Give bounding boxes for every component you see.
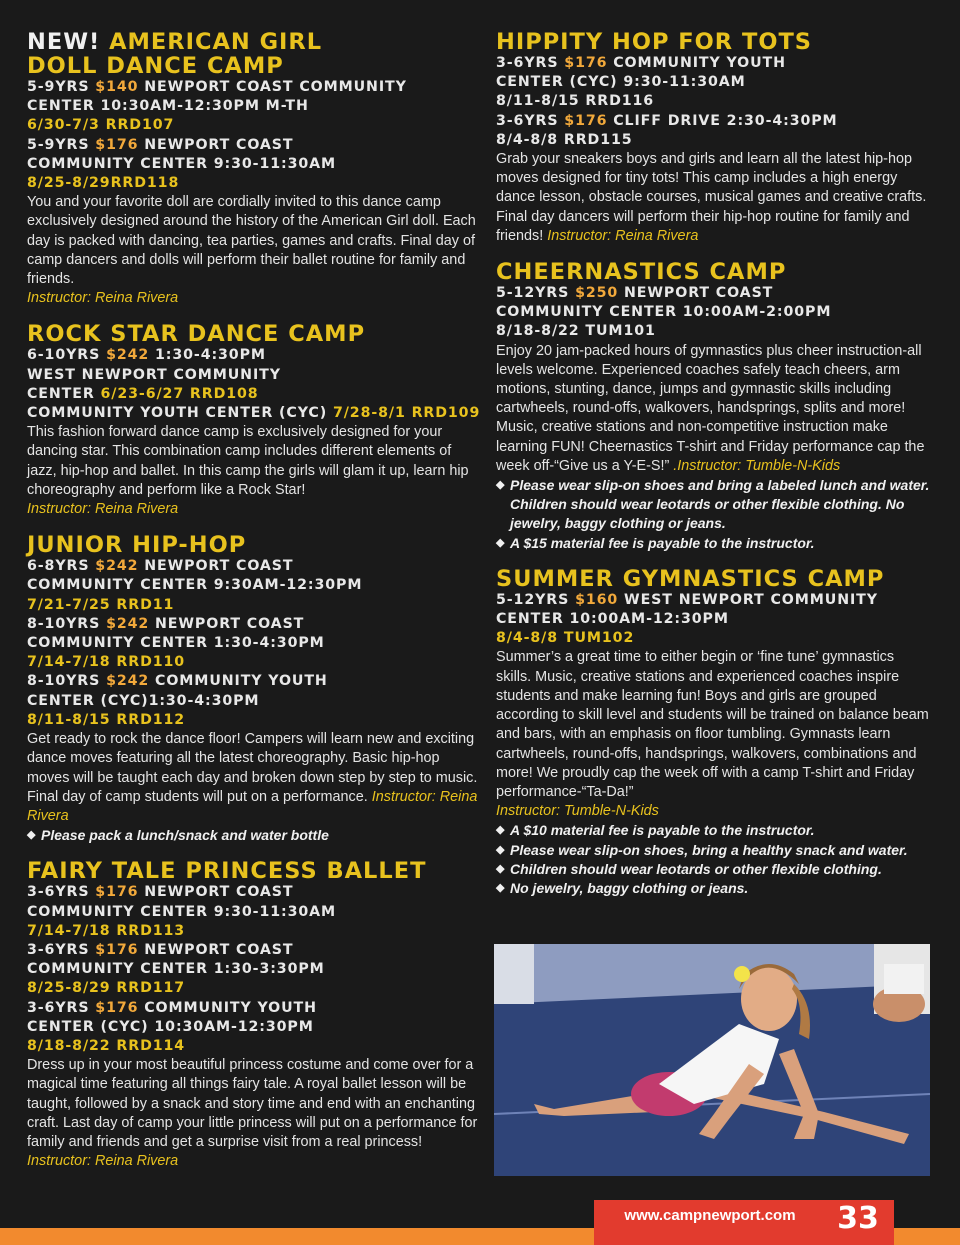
session-code: 7/14-7/18 RRD110 bbox=[27, 654, 186, 671]
bullet-diamond-icon: ◆ bbox=[496, 881, 505, 894]
session-line: 5-9YRS $176 NEWPORT COAST bbox=[27, 136, 294, 153]
session-line: COMMUNITY YOUTH CENTER (CYC) 7/28-8/1 RRD109 bbox=[27, 405, 481, 422]
session-line: COMMUNITY CENTER 9:30-11:30AM bbox=[27, 155, 337, 172]
camp-description: You and your favorite doll are cordially invited to this dance camp exclusively designed around the history of the American Girl doll. Each day is packed with dancing, tea parties, games and crafts. Final day of camp dancers and dolls will perform their ballet routine for family and friends. bbox=[27, 194, 476, 288]
camp-description: Dress up in your most beautiful princess costume and come over for a magical time featuring all things fairy tale. A royal ballet lesson will be taught, followed by a snack and story time and end with an enchanting craft. Last day of camp your little princess will put on a performance for family and friends and get a surprise visit from a real princess! Instructor: Reina Rivera bbox=[27, 1057, 478, 1170]
bullet-diamond-icon: ◆ bbox=[27, 829, 36, 842]
session-line: COMMUNITY CENTER 1:30-4:30PM bbox=[27, 635, 325, 652]
camp-american-girl bbox=[27, 30, 479, 308]
note-item: ◆ Please wear slip-on shoes and bring a labeled lunch and water. Children should wear leotards or other flexible clothing. No jewelry, baggy clothing or jeans. bbox=[496, 477, 930, 532]
note-item: ◆ Children should wear leotards or other flexible clothing. bbox=[496, 860, 932, 879]
session-line: CENTER 10:00AM-12:30PM bbox=[496, 611, 729, 628]
left-column bbox=[27, 30, 479, 1185]
note-item: ◆ Please pack a lunch/snack and water bottle bbox=[27, 826, 479, 845]
camp-instructor: Instructor: Reina Rivera bbox=[27, 290, 179, 307]
session-line: COMMUNITY CENTER 10:00AM-2:00PM bbox=[496, 304, 832, 321]
gymnast-illustration bbox=[494, 944, 930, 1176]
camp-title: CHEERNASTICS CAMP bbox=[496, 259, 787, 286]
session-code: 8/18-8/22 RRD114 bbox=[27, 1037, 186, 1054]
session-line: 5-12YRS $160 WEST NEWPORT COMMUNITY bbox=[496, 591, 878, 608]
camp-instructor: Instructor: Reina Rivera bbox=[27, 1153, 179, 1170]
session-line: CENTER (CYC) 9:30-11:30AM bbox=[496, 74, 746, 91]
session-line: CENTER (CYC) 10:30AM-12:30PM bbox=[27, 1018, 314, 1035]
page-number: 33 bbox=[822, 1200, 894, 1245]
session-line: COMMUNITY CENTER 1:30-3:30PM bbox=[27, 961, 325, 978]
camp-hippity-hop bbox=[496, 30, 932, 246]
camp-title: NEW! AMERICAN GIRL bbox=[27, 29, 323, 55]
session-line: 3-6YRS $176 NEWPORT COAST bbox=[27, 884, 294, 901]
camp-title: JUNIOR HIP-HOP bbox=[27, 532, 247, 559]
session-line: 3-6YRS $176 COMMUNITY YOUTH bbox=[496, 55, 786, 71]
camp-rock-star bbox=[27, 322, 479, 519]
session-line: 6-8YRS $242 NEWPORT COAST bbox=[27, 558, 294, 575]
bullet-diamond-icon: ◆ bbox=[496, 479, 505, 492]
camp-title: ROCK STAR DANCE CAMP bbox=[27, 321, 366, 348]
session-line: 6-10YRS $242 1:30-4:30PM bbox=[27, 347, 266, 364]
gymnastics-photo bbox=[494, 944, 930, 1176]
session-line: 5-12YRS $250 NEWPORT COAST bbox=[496, 285, 774, 302]
camp-title: HIPPITY HOP FOR TOTS bbox=[496, 29, 812, 55]
note-item: ◆ Please wear slip-on shoes, bring a healthy snack and water. bbox=[496, 841, 932, 860]
session-line: 8-10YRS $242 COMMUNITY YOUTH bbox=[27, 673, 328, 690]
right-column bbox=[496, 30, 932, 912]
session-line: 5-9YRS $140 NEWPORT COAST COMMUNITY bbox=[27, 79, 407, 95]
session-line: 3-6YRS $176 CLIFF DRIVE 2:30-4:30PM bbox=[496, 112, 838, 129]
session-line: COMMUNITY CENTER 9:30AM-12:30PM bbox=[27, 577, 363, 594]
session-line: 3-6YRS $176 NEWPORT COAST bbox=[27, 941, 294, 958]
camp-instructor: Instructor: Reina Rivera bbox=[547, 227, 699, 244]
session-line: COMMUNITY CENTER 9:30-11:30AM bbox=[27, 903, 337, 920]
session-line: CENTER (CYC)1:30-4:30PM bbox=[27, 692, 260, 709]
session-line: CENTER 6/23-6/27 RRD108 bbox=[27, 385, 259, 402]
camp-fairy-tale bbox=[27, 859, 479, 1171]
session-code: 6/30-7/3 RRD107 bbox=[27, 117, 175, 134]
camp-title: FAIRY TALE PRINCESS BALLET bbox=[27, 858, 427, 885]
note-item: ◆ No jewelry, baggy clothing or jeans. bbox=[496, 879, 932, 898]
session-code: 8/4-8/8 RRD115 bbox=[496, 131, 633, 148]
session-code: 8/4-8/8 TUM102 bbox=[496, 630, 635, 647]
camp-instructor: Instructor: Tumble-N-Kids bbox=[496, 803, 659, 820]
camp-junior-hiphop bbox=[27, 533, 479, 845]
camp-instructor: Instructor: Reina Rivera bbox=[27, 788, 478, 824]
session-code: 8/25-8/29RRD118 bbox=[27, 175, 180, 192]
session-code: 7/21-7/25 RRD11 bbox=[27, 596, 175, 613]
camp-description: Summer’s a great time to either begin or ‘fine tune’ gymnastics skills. Music, creative stations and experienced coaches inspire students and make learning fun! Boys and girls are grouped according to skill level and students will be trained on balance beam and bars, with an emphasis on floor tumbling. Gymnasts learn cartwheels, round-offs, handsprings, walkovers, combinations and more! We proudly cap the week off with a camp T-shirt and Friday performance-“Ta-Da!” bbox=[496, 649, 929, 800]
camp-description: Get ready to rock the dance floor! Campers will learn new and exciting dance moves featuring all the latest choreography. Basic hip-hop moves will be taught each day and broken down step by step to music. Final day of camp students will put on a performance. Instructor: Reina Rivera bbox=[27, 731, 478, 824]
camp-instructor: .Instructor: Tumble-N-Kids bbox=[673, 457, 841, 474]
camp-notes bbox=[496, 476, 932, 553]
camp-notes bbox=[27, 826, 479, 845]
camp-summer-gymnastics bbox=[496, 567, 932, 898]
camp-cheernastics bbox=[496, 260, 932, 553]
bullet-diamond-icon: ◆ bbox=[496, 862, 505, 875]
bullet-diamond-icon: ◆ bbox=[496, 824, 505, 837]
camp-title: SUMMER GYMNASTICS CAMP bbox=[496, 565, 885, 592]
bullet-diamond-icon: ◆ bbox=[496, 536, 505, 549]
note-item: ◆ A $15 material fee is payable to the instructor. bbox=[496, 534, 932, 553]
session-code: 7/14-7/18 RRD113 bbox=[27, 922, 186, 939]
bullet-diamond-icon: ◆ bbox=[496, 843, 505, 856]
session-code: 8/11-8/15 RRD116 bbox=[496, 93, 655, 110]
footer-website-link[interactable]: www.campnewport.com bbox=[594, 1200, 826, 1245]
session-line: WEST NEWPORT COMMUNITY bbox=[27, 366, 281, 383]
session-line: 3-6YRS $176 COMMUNITY YOUTH bbox=[27, 999, 317, 1016]
session-code: 8/25-8/29 RRD117 bbox=[27, 980, 186, 997]
camp-description: This fashion forward dance camp is exclusively designed for your dancing star. This combination camp includes different elements of jazz, hip-hop and ballet. In this camp the girls will glam it up, learn hip choreography and perform like a Rock Star! bbox=[27, 424, 469, 498]
camp-description: Grab your sneakers boys and girls and learn all the latest hip-hop moves designed for tiny tots! This camp includes a high energy dance lesson, obstacle courses, musical games and creative crafts. Final day dancers will perform their hip-hop routine for family and friends! Instructor: Reina Rivera bbox=[496, 151, 927, 244]
session-code: 8/18-8/22 TUM101 bbox=[496, 323, 656, 340]
session-line: CENTER 10:30AM-12:30PM M-TH bbox=[27, 98, 309, 115]
camp-title-line2: DOLL DANCE CAMP bbox=[27, 53, 284, 79]
camp-instructor: Instructor: Reina Rivera bbox=[27, 501, 179, 518]
session-line: 8-10YRS $242 NEWPORT COAST bbox=[27, 615, 305, 632]
session-code: 8/11-8/15 RRD112 bbox=[27, 711, 186, 728]
camp-notes bbox=[496, 821, 932, 898]
camp-description: Enjoy 20 jam-packed hours of gymnastics plus cheer instruction-all levels welcome. Experienced coaches safely teach cheers, arm motions, stunting, dance, jumps and gymnastic skills including cartwheels, round-offs, walkovers, handsprings, splits and more! Music, creative stations and non-competitive instruction make learning FUN! Cheernastics T-shirt and Friday performance cap the week off-“Give us a Y-E-S!” .Instructor: Tumble-N-Kids bbox=[496, 342, 925, 474]
note-item: ◆ A $10 material fee is payable to the instructor. bbox=[496, 821, 932, 840]
